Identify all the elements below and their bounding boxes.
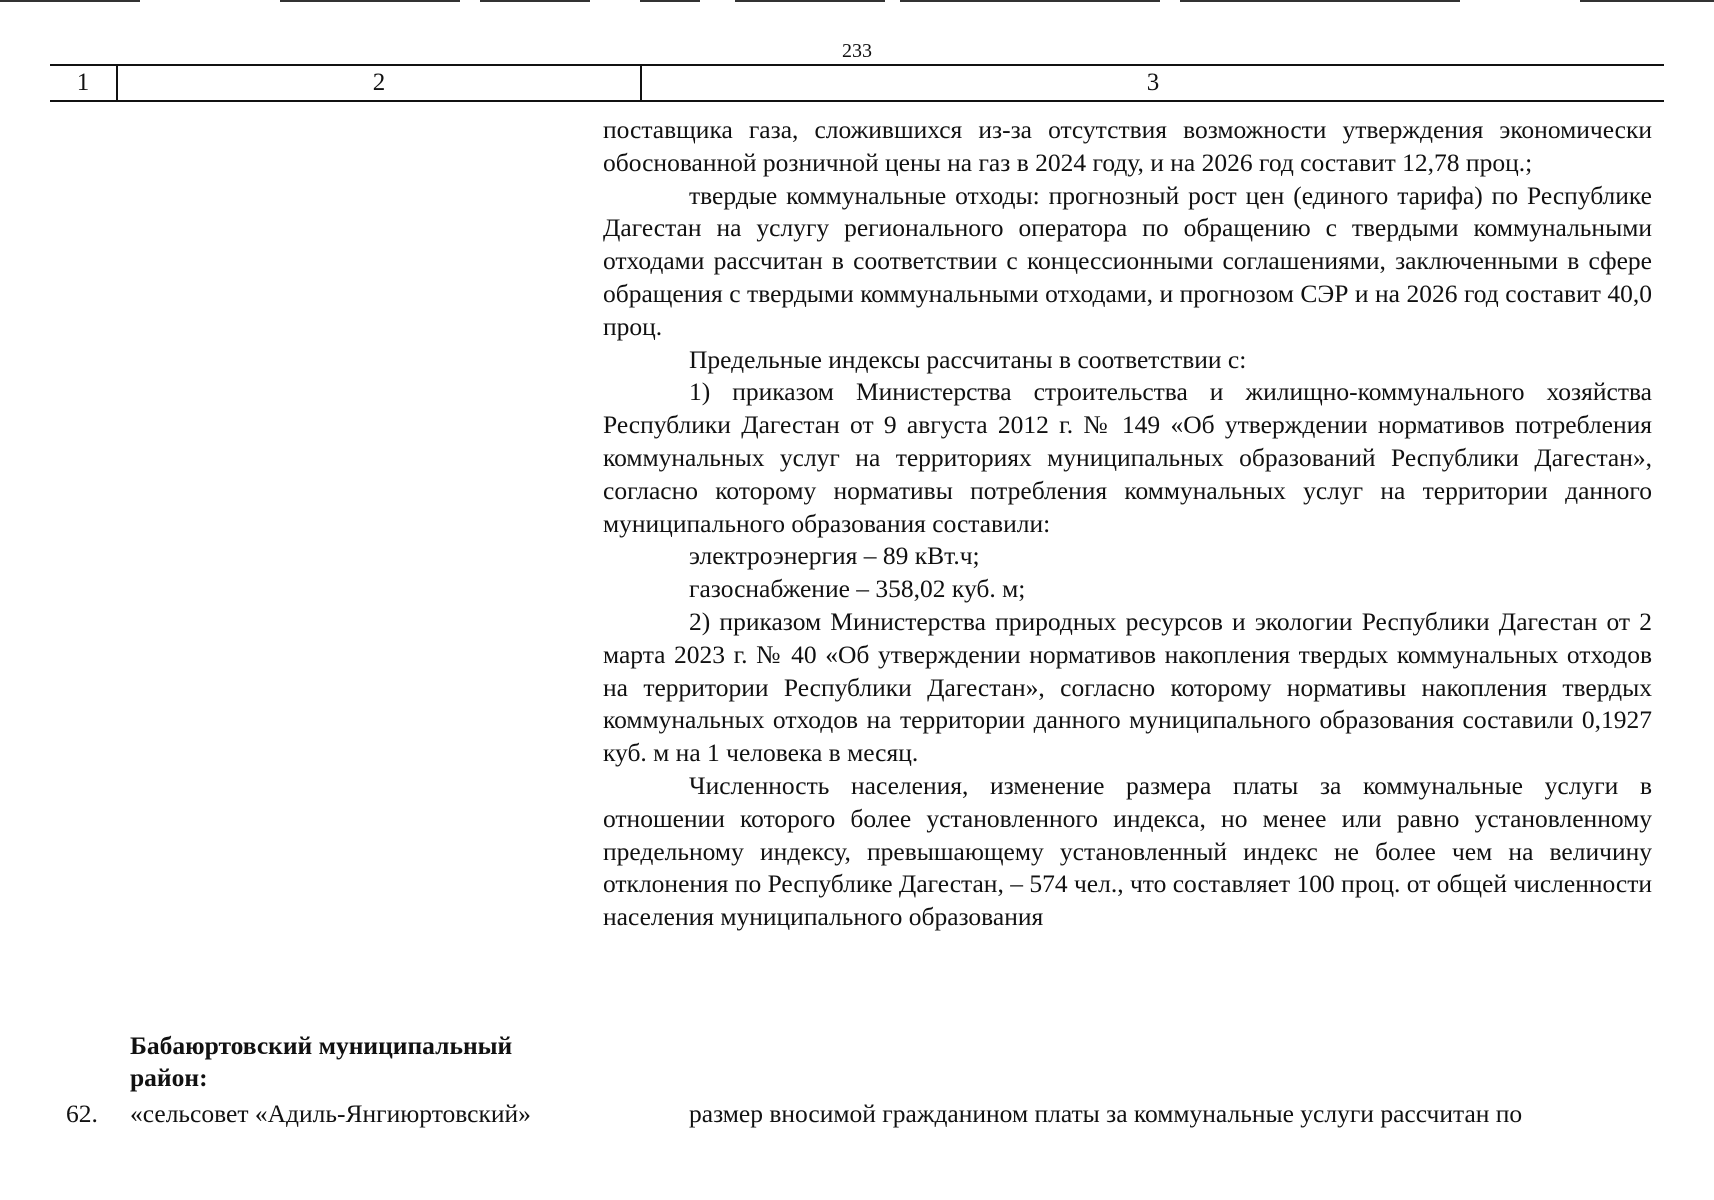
column-header-1: 1 <box>50 66 118 100</box>
paragraph-order-2: 2) приказом Министерства природных ресурсов и экологии Республики Дагестан от 2 марта 2023 г. № 40 «Об утверждении нормативов накопления твердых коммунальных отходов на территории Республики Дагестан», согласно которому нормативы накопления твердых коммунальных отходов на территории данного муниципального образования составили 0,1927 куб. м на 1 человека в месяц. <box>603 606 1652 768</box>
column-header-row <box>50 64 1664 102</box>
norm-gas: газоснабжение – 358,02 куб. м; <box>689 574 1026 604</box>
entry-text: размер вносимой гражданином платы за коммунальные услуги рассчитан по <box>689 1099 1523 1128</box>
entry-number: 62. <box>66 1099 98 1128</box>
paragraph-solid-waste: твердые коммунальные отходы: прогнозный рост цен (единого тарифа) по Республике Дагестан на услугу регионального оператора по обращению с твердыми коммунальными отходами рассчитан в соответствии с концессионными соглашениями, заключенными в сфере обращения с твердыми коммунальными отходами, и прогнозом СЭР и на 2026 год составит 40,0 проц. <box>603 180 1652 341</box>
paragraph-order-1: 1) приказом Министерства строительства и жилищно-коммунального хозяйства Республики Дагестан от 9 августа 2012 г. № 149 «Об утверждении нормативов потребления коммунальных услуг на территориях муниципальных образований Республики Дагестан», согласно которому нормативы потребления коммунальных услуг на территории данного муниципального образования составили: <box>603 377 1652 538</box>
column-header-3: 3 <box>1146 69 1160 96</box>
body-text-column <box>603 114 1652 934</box>
scan-top-edge <box>0 0 1714 3</box>
district-heading: Бабаюртовский муниципальный район: <box>130 1031 513 1092</box>
paragraph-limit-indexes: Предельные индексы рассчитаны в соответствии с: <box>689 344 1247 374</box>
paragraph-gas-continuation: поставщика газа, сложившихся из-за отсутствия возможности утверждения экономически обоснованной розничной цены на газ в 2024 году, и на 2026 год составит 12,78 проц.; <box>603 115 1652 177</box>
column-header-2: 2 <box>118 66 642 100</box>
entry-name: «сельсовет «Адиль-Янгиюртовский» <box>130 1099 531 1128</box>
paragraph-population: Численность населения, изменение размера платы за коммунальные услуги в отношении которого более установленного индекса, но менее или равно установленному предельному индексу, превышающему установленный индекс не более чем на величину отклонения по Республике Дагестан, – 574 чел., что составляет 100 проц. от общей численности населения муниципального образования <box>603 770 1652 932</box>
norm-electricity: электроэнергия – 89 кВт.ч; <box>689 541 980 571</box>
page-number: 233 <box>842 40 872 62</box>
